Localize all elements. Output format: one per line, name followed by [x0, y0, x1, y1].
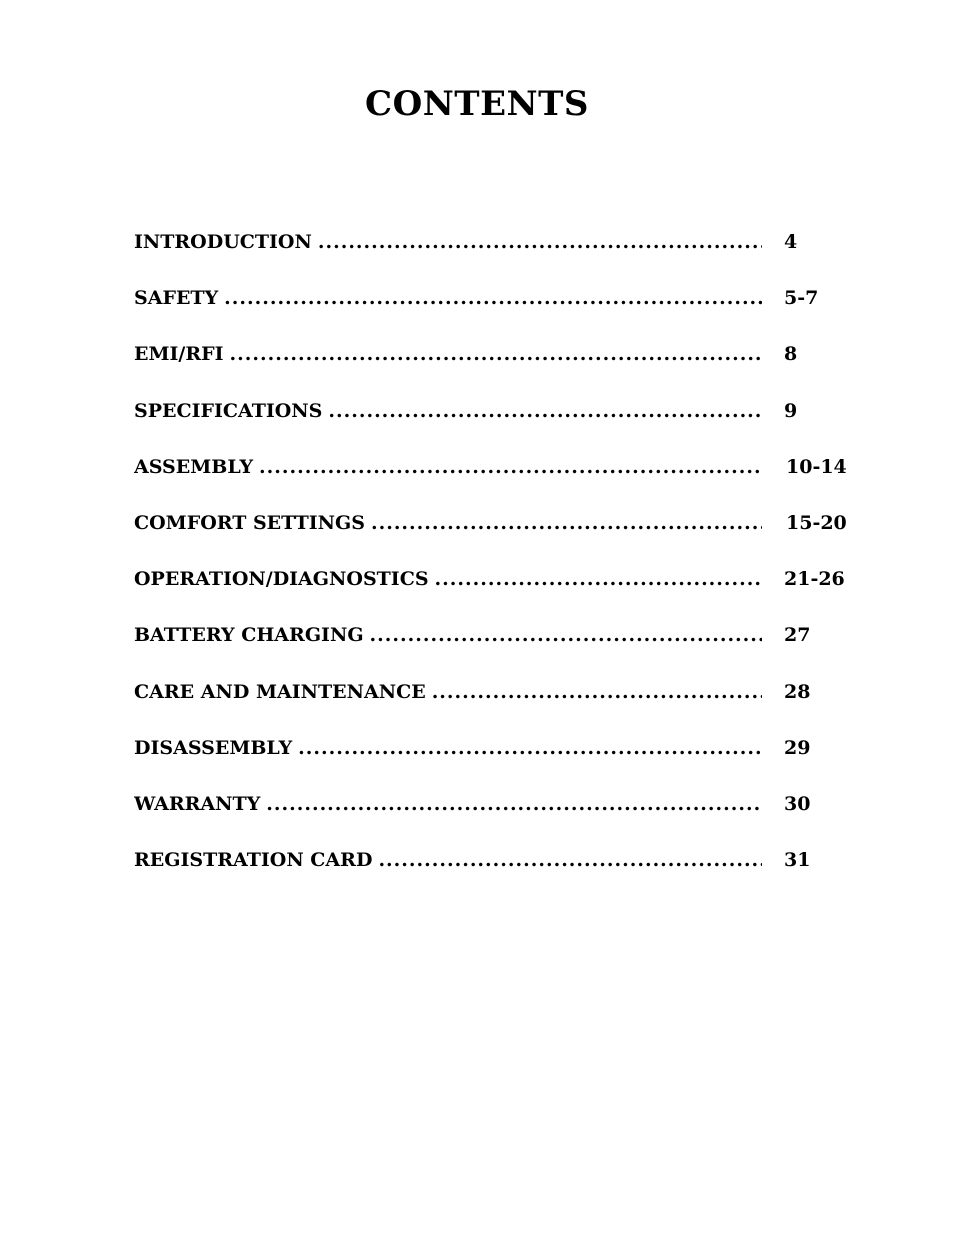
toc-entry	[134, 451, 762, 483]
toc-label: WARRANTY	[134, 792, 261, 815]
toc-label: BATTERY CHARGING	[134, 624, 364, 647]
toc-page-number: 4	[784, 231, 798, 253]
toc-row-comfort-settings	[134, 507, 864, 563]
toc-page-number: 5-7	[784, 287, 819, 310]
dot-leader	[318, 226, 762, 258]
toc-row-registration-card	[134, 844, 864, 900]
toc-label: SPECIFICATIONS	[134, 399, 323, 422]
toc-label: INTRODUCTION	[134, 231, 312, 253]
toc-row-disassembly	[134, 732, 864, 788]
toc-entry	[134, 282, 762, 314]
toc-entry	[134, 338, 762, 370]
dot-leader	[224, 282, 762, 314]
toc-page-number: 21-26	[784, 568, 845, 591]
toc-label: CARE AND MAINTENANCE	[134, 680, 426, 703]
toc-page-number: 9	[784, 399, 798, 422]
dot-leader	[432, 676, 762, 708]
toc-row-care-and-maintenance	[134, 676, 864, 732]
toc-label: SAFETY	[134, 287, 219, 310]
dot-leader	[378, 844, 762, 876]
toc-page-number: 28	[784, 680, 811, 703]
toc-page-number: 15-20	[786, 511, 847, 534]
toc-label: OPERATION/DIAGNOSTICS	[134, 568, 429, 591]
dot-leader	[259, 451, 762, 483]
toc-row-specifications	[134, 395, 864, 451]
toc-page-number: 29	[784, 736, 811, 759]
toc-label: ASSEMBLY	[134, 455, 254, 478]
toc-entry	[134, 676, 762, 708]
toc-label: EMI/RFI	[134, 343, 224, 366]
toc-label: DISASSEMBLY	[134, 736, 293, 759]
toc-row-battery-charging	[134, 619, 864, 675]
toc-entry	[134, 226, 762, 258]
toc-label: REGISTRATION CARD	[134, 849, 373, 872]
toc-entry	[134, 619, 762, 651]
toc-entry	[134, 844, 762, 876]
dot-leader	[435, 563, 762, 595]
toc-page-number: 27	[784, 624, 811, 647]
toc-page-number: 8	[784, 343, 798, 366]
dot-leader	[230, 338, 762, 370]
toc-row-safety	[134, 282, 864, 338]
toc-page-number: 30	[784, 792, 811, 815]
toc-entry	[134, 563, 762, 595]
toc-entry	[134, 732, 762, 764]
dot-leader	[328, 395, 762, 427]
toc-page-number: 10-14	[786, 455, 847, 478]
toc-page-number: 31	[784, 849, 811, 872]
toc-label: COMFORT SETTINGS	[134, 511, 365, 534]
toc-row-operation-diagnostics	[134, 563, 864, 619]
dot-leader	[266, 788, 762, 820]
toc-entry	[134, 507, 762, 539]
toc-row-warranty	[134, 788, 864, 844]
toc-entry	[134, 788, 762, 820]
toc-row-emi-rfi	[134, 338, 864, 394]
toc-row-introduction	[134, 226, 864, 282]
dot-leader	[298, 732, 762, 764]
table-of-contents	[134, 226, 864, 900]
dot-leader	[371, 507, 762, 539]
toc-row-assembly	[134, 451, 864, 507]
toc-entry	[134, 395, 762, 427]
page-title: CONTENTS	[365, 84, 589, 124]
dot-leader	[370, 619, 762, 651]
